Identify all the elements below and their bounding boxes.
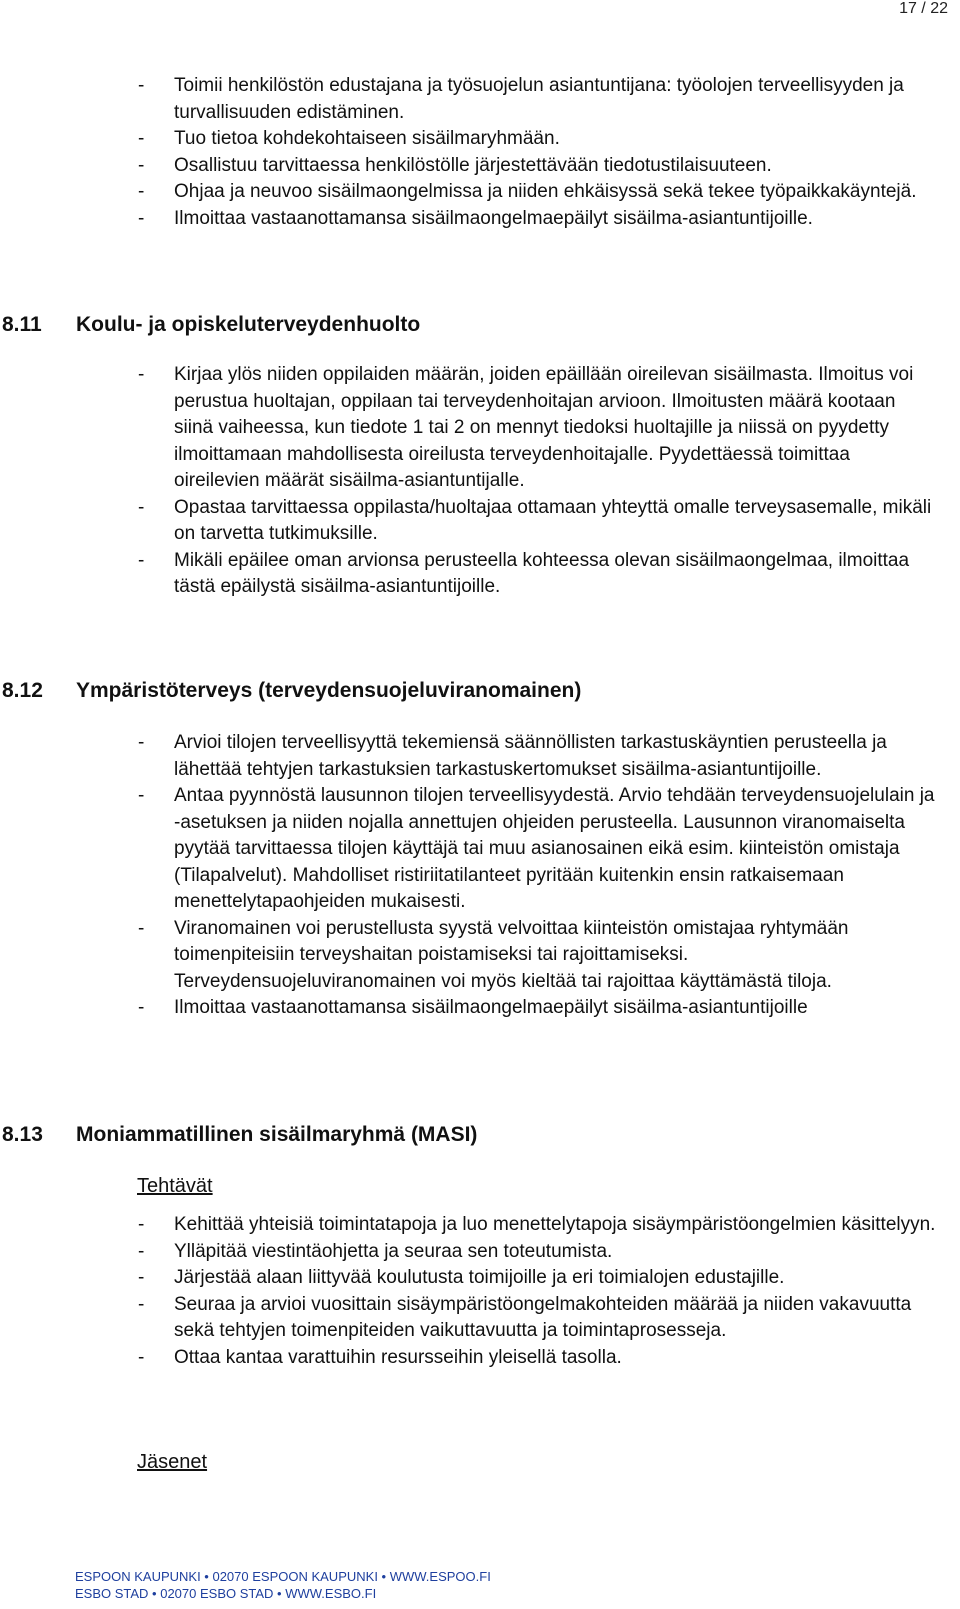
section-number: 8.11 <box>2 313 42 336</box>
list-item: - Ottaa kantaa varattuihin resursseihin yleisellä tasolla. <box>138 1345 938 1372</box>
section-heading-8-11 <box>2 312 420 338</box>
list-item: - Osallistuu tarvittaessa henkilöstölle järjestettävään tiedotustilaisuuteen. <box>138 153 938 180</box>
list-item: - Tuo tietoa kohdekohtaiseen sisäilmaryhmään. <box>138 126 938 153</box>
page-number: 17 / 22 <box>899 0 948 17</box>
footer-line: ESPOON KAUPUNKI • 02070 ESPOON KAUPUNKI • WWW.ESPOO.FI <box>75 1569 491 1584</box>
intro-list <box>138 73 938 232</box>
list-item: - Opastaa tarvittaessa oppilasta/huoltajaa ottamaan yhteyttä omalle terveysasemalle, mikäli on tarvetta tutkimuksille. <box>138 495 938 548</box>
section-heading-8-13 <box>2 1122 477 1148</box>
list-item: - Kirjaa ylös niiden oppilaiden määrän, joiden epäillään oireilevan sisäilmasta. Ilmoitus voi perustua huoltajan, oppilaan tai terveydenhoitajan arvioon. Ilmoitusten määrä kootaan siinä vaiheessa, kun tiedote 1 tai 2 on mennyt tiedoksi huoltajille ja niissä on pyydetty ilmoittamaan mahdollisesta oireilusta terveydenhoitajalle. Pyydettäessä toimittaa oireilevien määrät sisäilma-asiantuntijalle. <box>138 362 938 495</box>
list-item: - Arvioi tilojen terveellisyyttä tekemiensä säännöllisten tarkastuskäyntien perusteella ja lähettää tehtyjen tarkastuksien tarkastuskertomukset sisäilma-asiantuntijoille. <box>138 730 938 783</box>
section-title: Ympäristöterveys (terveydensuojeluviranomainen) <box>76 679 582 702</box>
subheading-tehtavat: Tehtävät <box>137 1175 213 1197</box>
page-footer <box>75 1568 491 1602</box>
section-8-13-list <box>138 1212 938 1371</box>
section-8-11-list <box>138 362 938 601</box>
subheading-jasenet: Jäsenet <box>137 1451 208 1473</box>
section-number: 8.13 <box>2 1123 43 1146</box>
section-title: Moniammatillinen sisäilmaryhmä (MASI) <box>76 1123 478 1146</box>
section-heading-8-12 <box>2 678 581 704</box>
list-item: - Viranomainen voi perustellusta syystä velvoittaa kiinteistön omistajaa ryhtymään toimenpiteisiin terveyshaitan poistamiseksi tai rajoittamiseksi. Terveydensuojeluviranomainen voi myös kieltää tai rajoittaa käyttämästä tiloja. <box>138 916 938 996</box>
footer-line: ESBO STAD • 02070 ESBO STAD • WWW.ESBO.FI <box>75 1586 377 1601</box>
section-number: 8.12 <box>2 679 43 702</box>
section-title: Koulu- ja opiskeluterveydenhuolto <box>76 313 421 336</box>
list-item: - Ylläpitää viestintäohjetta ja seuraa sen toteutumista. <box>138 1239 938 1266</box>
list-item: - Antaa pyynnöstä lausunnon tilojen terveellisyydestä. Arvio tehdään terveydensuojelulain ja -asetuksen ja niiden nojalla annettujen ohjeiden perusteella. Lausunnon viranomaiselta pyytää tarvittaessa tilojen käyttäjä tai muu asianosainen eikä esim. kiinteistön omistaja (Tilapalvelut). Mahdolliset ristiriitatilanteet pyritään kuitenkin ensin ratkaisemaan menettelytapaohjeiden mukaisesti. <box>138 783 938 916</box>
section-8-12-list <box>138 730 938 1022</box>
list-item: - Kehittää yhteisiä toimintatapoja ja luo menettelytapoja sisäympäristöongelmien käsittelyyn. <box>138 1212 938 1239</box>
list-item: - Järjestää alaan liittyvää koulutusta toimijoille ja eri toimialojen edustajille. <box>138 1265 938 1292</box>
list-item: - Ilmoittaa vastaanottamansa sisäilmaongelmaepäilyt sisäilma-asiantuntijoille. <box>138 206 938 233</box>
list-item: - Seuraa ja arvioi vuosittain sisäympäristöongelmakohteiden määrää ja niiden vakavuutta sekä tehtyjen toimenpiteiden vaikuttavuutta ja toimintaprosesseja. <box>138 1292 938 1345</box>
list-item: - Mikäli epäilee oman arvionsa perusteella kohteessa olevan sisäilmaongelmaa, ilmoittaa tästä epäilystä sisäilma-asiantuntijoille. <box>138 548 938 601</box>
list-item: - Ilmoittaa vastaanottamansa sisäilmaongelmaepäilyt sisäilma-asiantuntijoille <box>138 995 938 1022</box>
list-item: - Ohjaa ja neuvoo sisäilmaongelmissa ja niiden ehkäisyssä sekä tekee työpaikkakäyntejä. <box>138 179 938 206</box>
list-item: - Toimii henkilöstön edustajana ja työsuojelun asiantuntijana: työolojen terveellisyyden ja turvallisuuden edistäminen. <box>138 73 938 126</box>
